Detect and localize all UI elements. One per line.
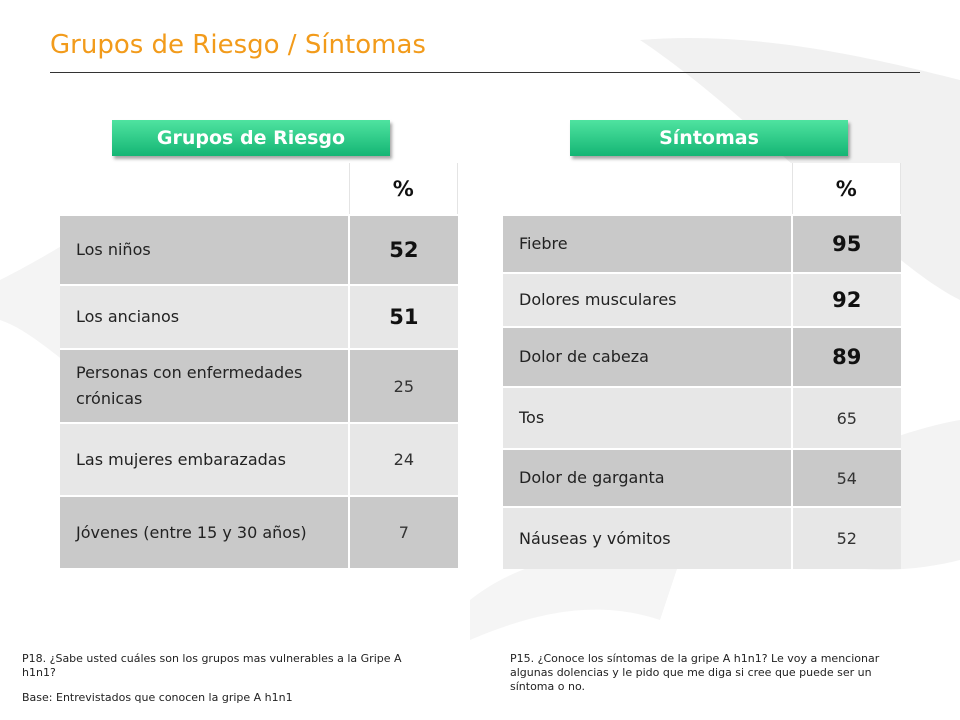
- row-value: 7: [349, 496, 457, 568]
- risk-groups-question: P18. ¿Sabe usted cuáles son los grupos mas vulnerables a la Gripe A h1n1?: [22, 652, 402, 679]
- row-label: Dolores musculares: [503, 273, 792, 327]
- table-row: [503, 449, 901, 507]
- symptoms-badge: Síntomas: [570, 120, 848, 156]
- row-label: Náuseas y vómitos: [503, 507, 792, 569]
- percent-header: %: [349, 163, 457, 215]
- row-value: 89: [792, 327, 900, 387]
- row-value: 52: [349, 215, 457, 285]
- row-value: 95: [792, 215, 900, 273]
- table-header-row: [60, 163, 458, 215]
- row-label: Fiebre: [503, 215, 792, 273]
- row-value: 54: [792, 449, 900, 507]
- row-label: Las mujeres embarazadas: [60, 423, 349, 496]
- row-value: 52: [792, 507, 900, 569]
- table-row: [503, 215, 901, 273]
- symptoms-table: [503, 163, 901, 569]
- header-blank-cell: [503, 163, 792, 215]
- header-blank-cell: [60, 163, 349, 215]
- table-row: [60, 423, 458, 496]
- row-label: Personas con enfermedades crónicas: [60, 349, 349, 423]
- table-row: [60, 349, 458, 423]
- title-divider: [50, 72, 920, 73]
- risk-groups-badge: Grupos de Riesgo: [112, 120, 390, 156]
- row-value: 25: [349, 349, 457, 423]
- row-label: Tos: [503, 387, 792, 449]
- row-value: 92: [792, 273, 900, 327]
- table-row: [503, 327, 901, 387]
- symptoms-question: P15. ¿Conoce los síntomas de la gripe A h1n1? Le voy a mencionar algunas dolencias y le pido que me diga si cree que puede ser un síntoma o no.: [510, 652, 880, 693]
- table-row: [503, 387, 901, 449]
- row-label: Dolor de garganta: [503, 449, 792, 507]
- table-row: [60, 285, 458, 349]
- sample-base-note: Base: Entrevistados que conocen la gripe A h1n1: [22, 691, 293, 704]
- row-value: 65: [792, 387, 900, 449]
- table-header-row: [503, 163, 901, 215]
- table-row: [60, 215, 458, 285]
- percent-header: %: [792, 163, 900, 215]
- table-row: [60, 496, 458, 568]
- page-title: Grupos de Riesgo / Síntomas: [50, 30, 426, 60]
- row-value: 51: [349, 285, 457, 349]
- table-row: [503, 273, 901, 327]
- row-value: 24: [349, 423, 457, 496]
- table-row: [503, 507, 901, 569]
- risk-groups-table: [60, 163, 458, 568]
- row-label: Jóvenes (entre 15 y 30 años): [60, 496, 349, 568]
- row-label: Los niños: [60, 215, 349, 285]
- row-label: Los ancianos: [60, 285, 349, 349]
- row-label: Dolor de cabeza: [503, 327, 792, 387]
